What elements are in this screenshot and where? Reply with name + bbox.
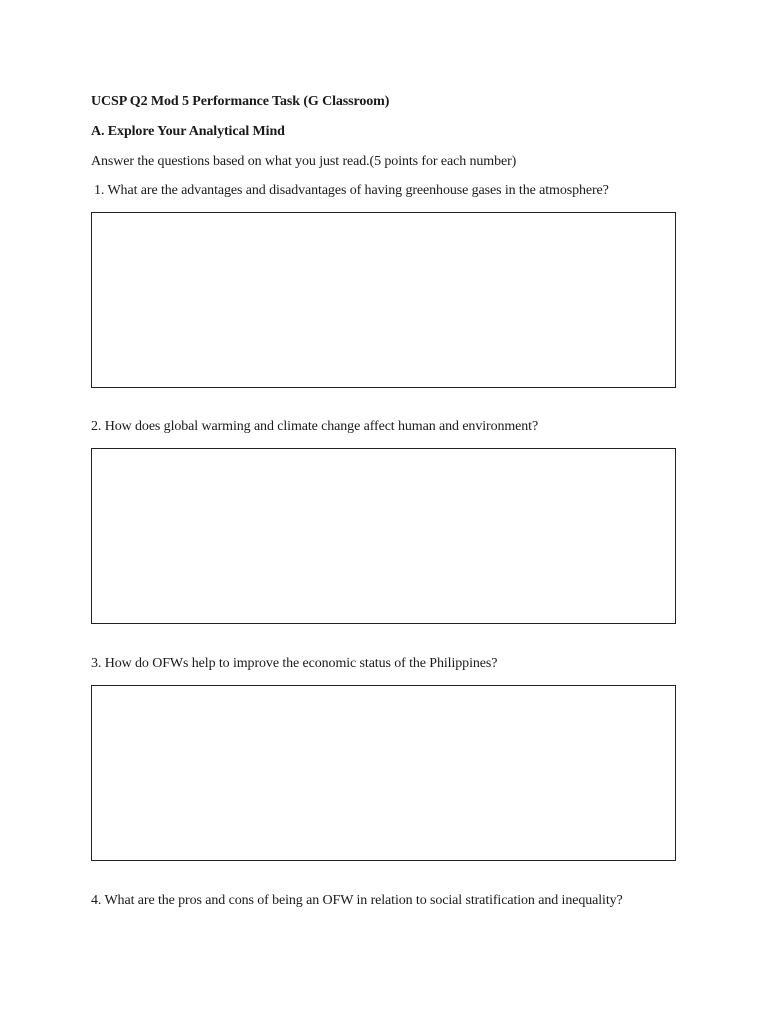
answer-box-3[interactable] <box>91 685 676 861</box>
section-heading: A. Explore Your Analytical Mind <box>91 124 285 139</box>
question-3-text: 3. How do OFWs help to improve the economic status of the Philippines? <box>91 656 498 671</box>
question-1-text: 1. What are the advantages and disadvantages of having greenhouse gases in the atmosphere? <box>94 183 609 198</box>
question-2-text: 2. How does global warming and climate change affect human and environment? <box>91 419 539 434</box>
answer-box-1[interactable] <box>91 212 676 388</box>
instructions-text: Answer the questions based on what you just read.(5 points for each number) <box>91 154 517 169</box>
document-title: UCSP Q2 Mod 5 Performance Task (G Classroom) <box>91 94 390 109</box>
question-4-text: 4. What are the pros and cons of being an OFW in relation to social stratification and inequality? <box>91 893 623 908</box>
answer-box-2[interactable] <box>91 448 676 624</box>
